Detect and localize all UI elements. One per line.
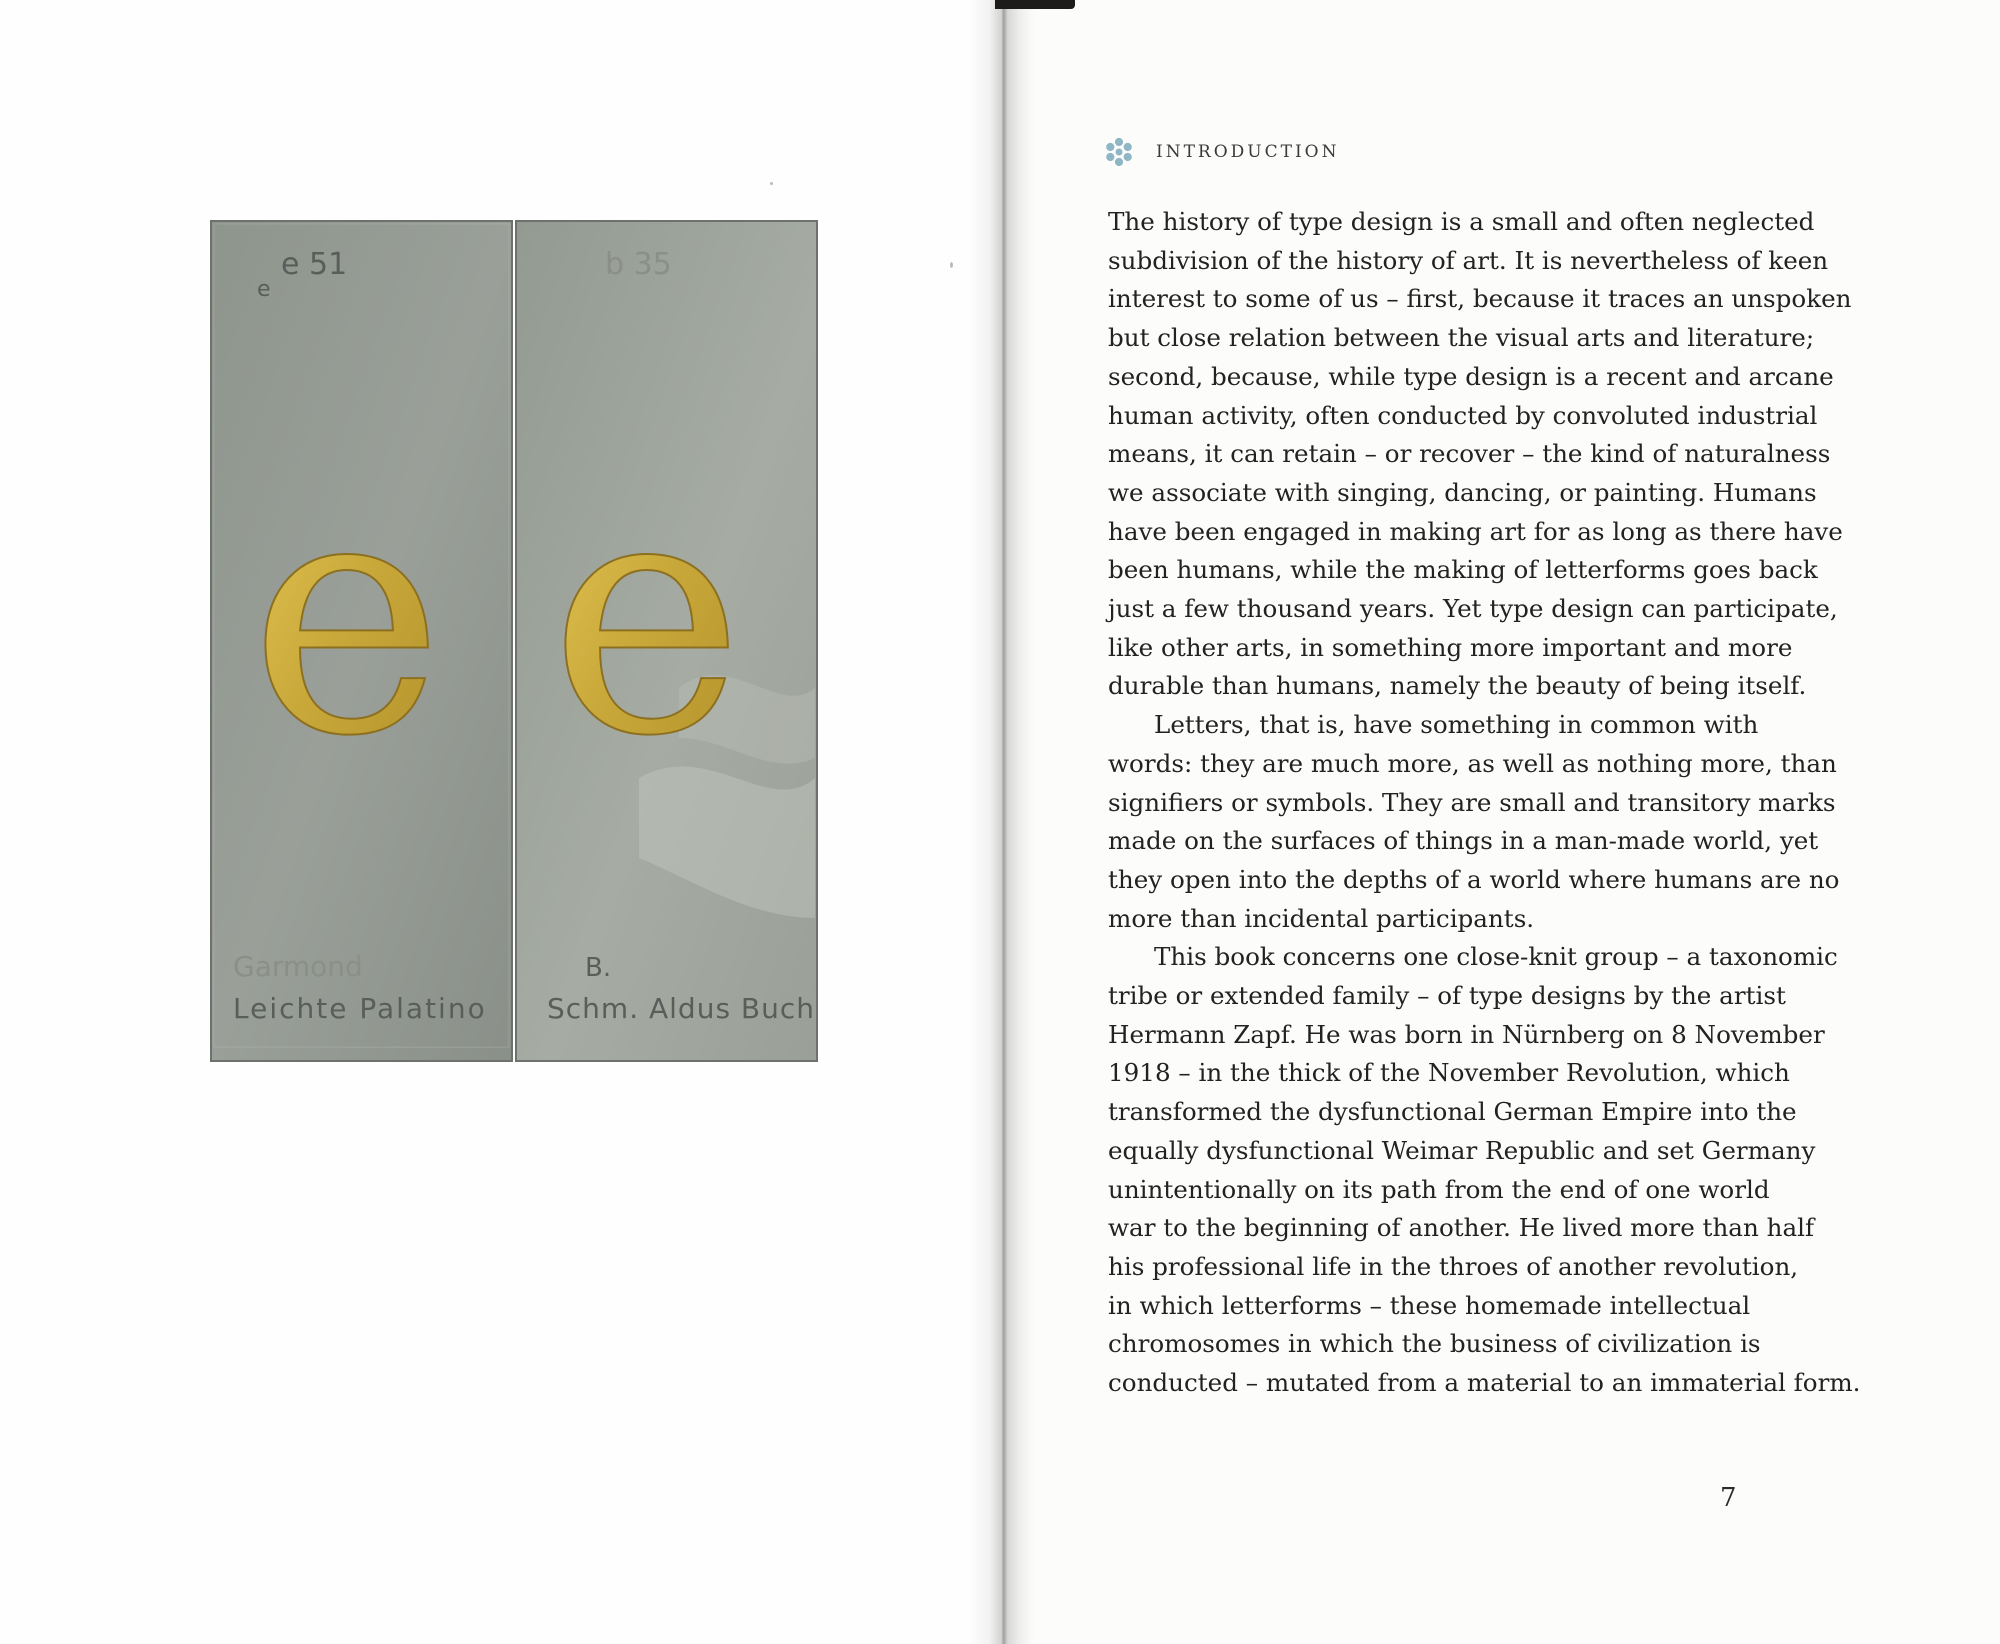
text-line: The history of type design is a small and often neglected (1108, 207, 1815, 236)
text-line: in which letterforms – these homemade intellectual (1108, 1290, 1751, 1320)
type-plates-photo (209, 218, 819, 1064)
left-page (0, 0, 990, 1644)
text-line: second, because, while type design is a recent and arcane (1108, 361, 1834, 391)
text-line: words: they are much more, as well as nothing more, than (1108, 748, 1837, 778)
text-line: signifiers or symbols. They are small and transitory marks (1108, 787, 1836, 817)
text-line: interest to some of us – first, because it traces an unspoken (1108, 284, 1852, 314)
text-line: unintentionally on its path from the end of one world (1108, 1174, 1770, 1204)
text-line: just a few thousand years. Yet type design can participate, (1108, 594, 1838, 624)
text-line: made on the surfaces of things in a man-made world, yet (1108, 826, 1819, 856)
text-line: have been engaged in making art for as long as there have (1108, 516, 1843, 546)
paper-speck (770, 182, 773, 185)
brass-letter-e-left: e (249, 424, 445, 808)
type-plate-right (516, 221, 817, 1061)
asterisk-ornament-icon (1104, 137, 1134, 167)
plate-right-bottom-1: B. (585, 953, 612, 983)
paper-speck (950, 262, 953, 268)
body-text (1108, 203, 1861, 1403)
text-line: they open into the depths of a world where humans are no (1108, 864, 1840, 894)
plate-right-bottom-2: Schm. Aldus Buch (547, 992, 816, 1025)
text-line: more than incidental participants. (1108, 903, 1535, 933)
text-line: chromosomes in which the business of civilization is (1108, 1329, 1761, 1359)
text-line: 1918 – in the thick of the November Revolution, which (1108, 1058, 1790, 1088)
gutter-shadow (1002, 0, 1036, 1644)
page-number: 7 (1720, 1483, 1737, 1513)
brass-letter-e-right: e (549, 424, 745, 808)
page-top-edge (995, 0, 1075, 9)
text-line: his professional life in the throes of another revolution, (1108, 1251, 1799, 1281)
text-line: we associate with singing, dancing, or painting. Humans (1108, 477, 1817, 507)
text-line: Hermann Zapf. He was born in Nürnberg on 8 November (1108, 1019, 1825, 1049)
text-line: war to the beginning of another. He lived more than half (1108, 1213, 1815, 1243)
plate-left-bottom-1: Garmond (233, 950, 363, 983)
type-plate-left (211, 221, 512, 1061)
plate-left-top-code: e 51 (281, 247, 348, 282)
text-line: equally dysfunctional Weimar Republic and set Germany (1108, 1135, 1816, 1165)
text-line: Letters, that is, have something in common with (1154, 710, 1759, 740)
text-line: been humans, while the making of letterforms goes back (1108, 555, 1818, 585)
text-line: but close relation between the visual arts and literature; (1108, 323, 1815, 353)
text-line: transformed the dysfunctional German Empire into the (1108, 1097, 1797, 1127)
text-line: conducted – mutated from a material to an immaterial form. (1108, 1368, 1861, 1398)
section-title: INTRODUCTION (1156, 142, 1340, 162)
text-line: human activity, often conducted by convoluted industrial (1108, 400, 1818, 430)
plate-left-top-small: e (257, 277, 271, 302)
text-line: tribe or extended family – of type designs by the artist (1108, 981, 1786, 1011)
running-head (1104, 137, 1340, 167)
text-line: subdivision of the history of art. It is nevertheless of keen (1108, 245, 1829, 275)
text-line: like other arts, in something more important and more (1108, 632, 1793, 662)
text-line: This book concerns one close-knit group – a taxonomic (1154, 942, 1838, 972)
text-line: means, it can retain – or recover – the kind of naturalness (1108, 439, 1831, 469)
plate-left-bottom-2: Leichte Palatino (233, 992, 487, 1025)
text-line: durable than humans, namely the beauty of being itself. (1108, 671, 1807, 701)
plate-right-top-code: b 35 (605, 247, 672, 282)
